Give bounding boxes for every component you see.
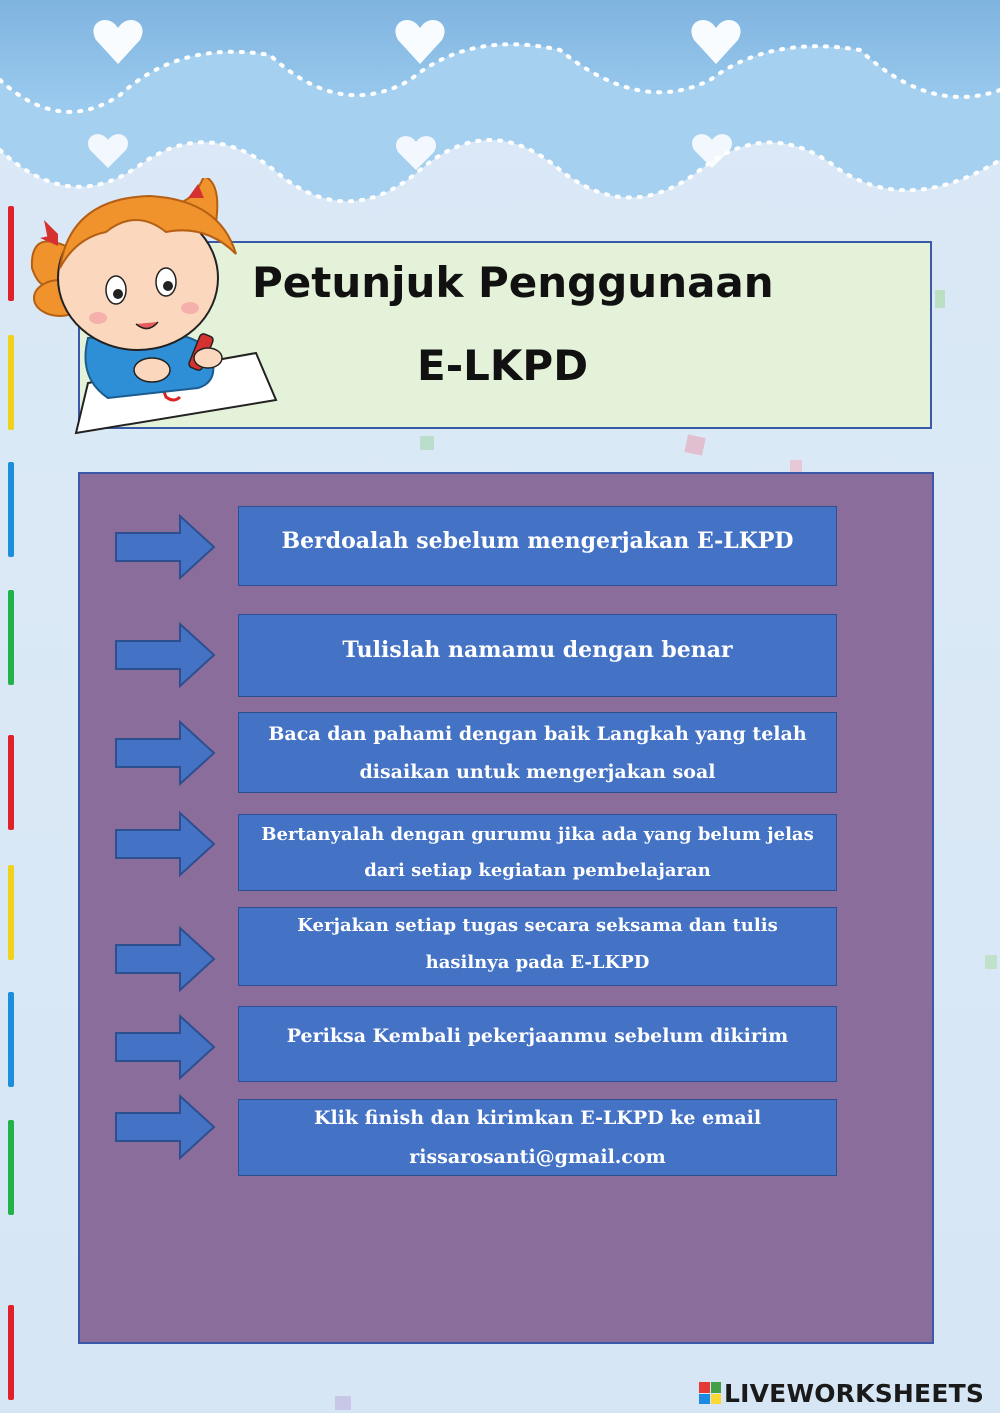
page-title: Petunjuk Penggunaan (252, 258, 774, 307)
step-text: Tulislah namamu dengan benar (342, 636, 733, 663)
left-border-stripe-green-2 (8, 1120, 14, 1215)
step-box (238, 1099, 837, 1176)
left-border-stripe-blue (8, 462, 14, 557)
left-border-stripe-red (8, 206, 14, 301)
right-arrow-icon (114, 1094, 216, 1160)
liveworksheets-logo-icon (699, 1382, 721, 1404)
right-arrow-icon (114, 514, 216, 580)
right-arrow-icon (114, 622, 216, 688)
step-text: Periksa Kembali pekerjaanmu sebelum dikirim (286, 1025, 789, 1047)
right-arrow-icon (114, 811, 216, 877)
right-arrow-icon (114, 720, 216, 786)
step-text: Kerjakan setiap tugas secara seksama dan tulis hasilnya pada E-LKPD (297, 914, 778, 973)
step-box (238, 614, 837, 697)
step-box (238, 814, 837, 891)
step-box (238, 712, 837, 793)
logo-text: LIVEWORKSHEETS (724, 1378, 985, 1408)
left-border-stripe-yellow-2 (8, 865, 14, 960)
step-text: Baca dan pahami dengan baik Langkah yang telah disaikan untuk mengerjakan soal (268, 722, 807, 783)
step-text: Berdoalah sebelum mengerjakan E-LKPD (281, 528, 794, 554)
step-text: Klik finish dan kirimkan E-LKPD ke email rissarosanti@gmail.com (313, 1106, 762, 1168)
step-box (238, 907, 837, 986)
left-border-stripe-yellow (8, 335, 14, 430)
step-box (238, 1006, 837, 1082)
step-box (238, 506, 837, 586)
right-arrow-icon (114, 1014, 216, 1080)
right-arrow-icon (114, 926, 216, 992)
page-subtitle: E-LKPD (417, 341, 589, 390)
liveworksheets-logo[interactable] (699, 1378, 984, 1408)
left-border-stripe-blue-2 (8, 992, 14, 1087)
left-border-stripe-green (8, 590, 14, 685)
girl-drawing-illustration (18, 178, 288, 440)
left-border-stripe-red-2 (8, 735, 14, 830)
left-border-stripe-red-3 (8, 1305, 14, 1400)
step-text: Bertanyalah dengan gurumu jika ada yang belum jelas dari setiap kegiatan pembelajaran (261, 823, 814, 881)
